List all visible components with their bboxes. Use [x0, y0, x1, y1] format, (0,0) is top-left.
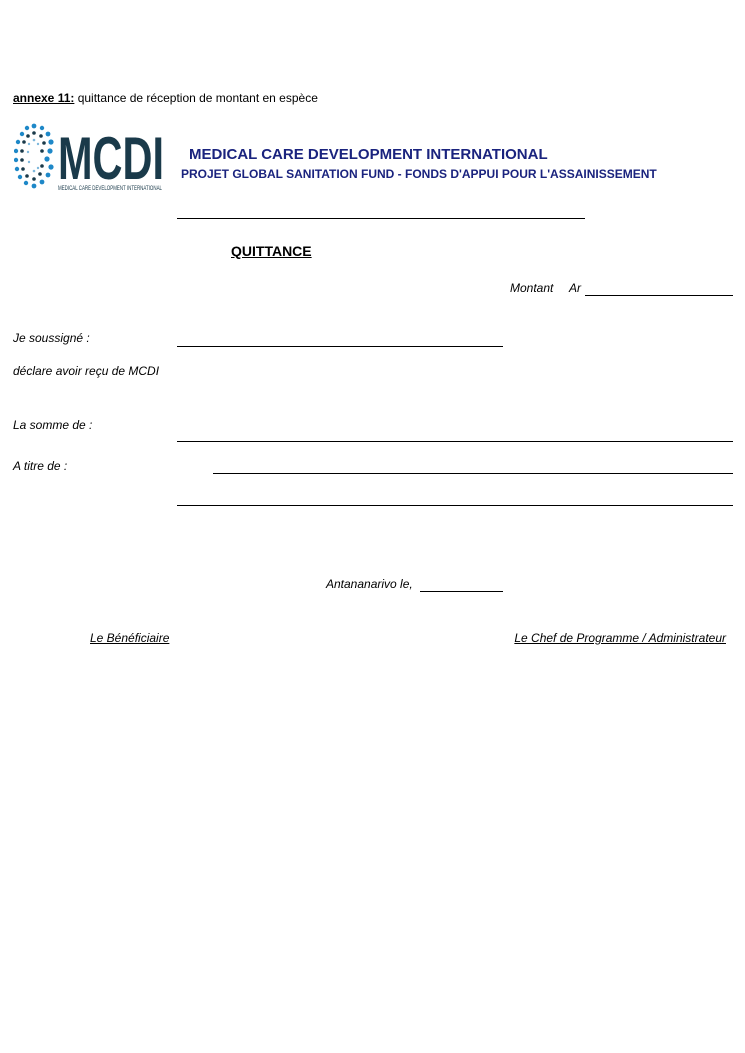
soussigne-input-line[interactable]: [177, 346, 503, 347]
annexe-caption: [13, 91, 318, 105]
mcdi-logo: [14, 122, 166, 194]
declare-text: déclare avoir reçu de MCDI: [13, 364, 160, 378]
annexe-label: annexe 11:: [13, 91, 75, 105]
date-input-line[interactable]: [420, 591, 503, 592]
titre-input-line[interactable]: [213, 473, 733, 474]
currency-label: Ar: [569, 281, 581, 295]
somme-label: La somme de :: [13, 418, 93, 432]
page-title: QUITTANCE: [231, 243, 312, 259]
logo-wordmark: MCDI: [58, 125, 164, 192]
titre-input-line-2[interactable]: [177, 505, 733, 506]
titre-label: A titre de :: [13, 459, 68, 473]
chief-signature-label: Le Chef de Programme / Administrateur: [514, 631, 726, 645]
project-name: PROJET GLOBAL SANITATION FUND - FONDS D'APPUI POUR L'ASSAINISSEMENT: [181, 167, 657, 181]
header-divider: [177, 218, 585, 219]
mcdi-logo-graphic: [14, 122, 166, 194]
place-date-label: Antananarivo le,: [326, 577, 413, 591]
logo-subtitle: MEDICAL CARE DEVELOPMENT INTERNATIONAL: [58, 186, 163, 192]
montant-label: Montant: [510, 281, 554, 295]
chief-signature-box: [513, 631, 728, 647]
somme-input-line[interactable]: [177, 441, 733, 442]
soussigne-label: Je soussigné :: [13, 331, 90, 345]
beneficiary-signature-label: Le Bénéficiaire: [90, 631, 170, 645]
annexe-text: quittance de réception de montant en espèce: [74, 91, 318, 105]
montant-input-line[interactable]: [585, 295, 733, 296]
org-name: MEDICAL CARE DEVELOPMENT INTERNATIONAL: [189, 146, 548, 163]
